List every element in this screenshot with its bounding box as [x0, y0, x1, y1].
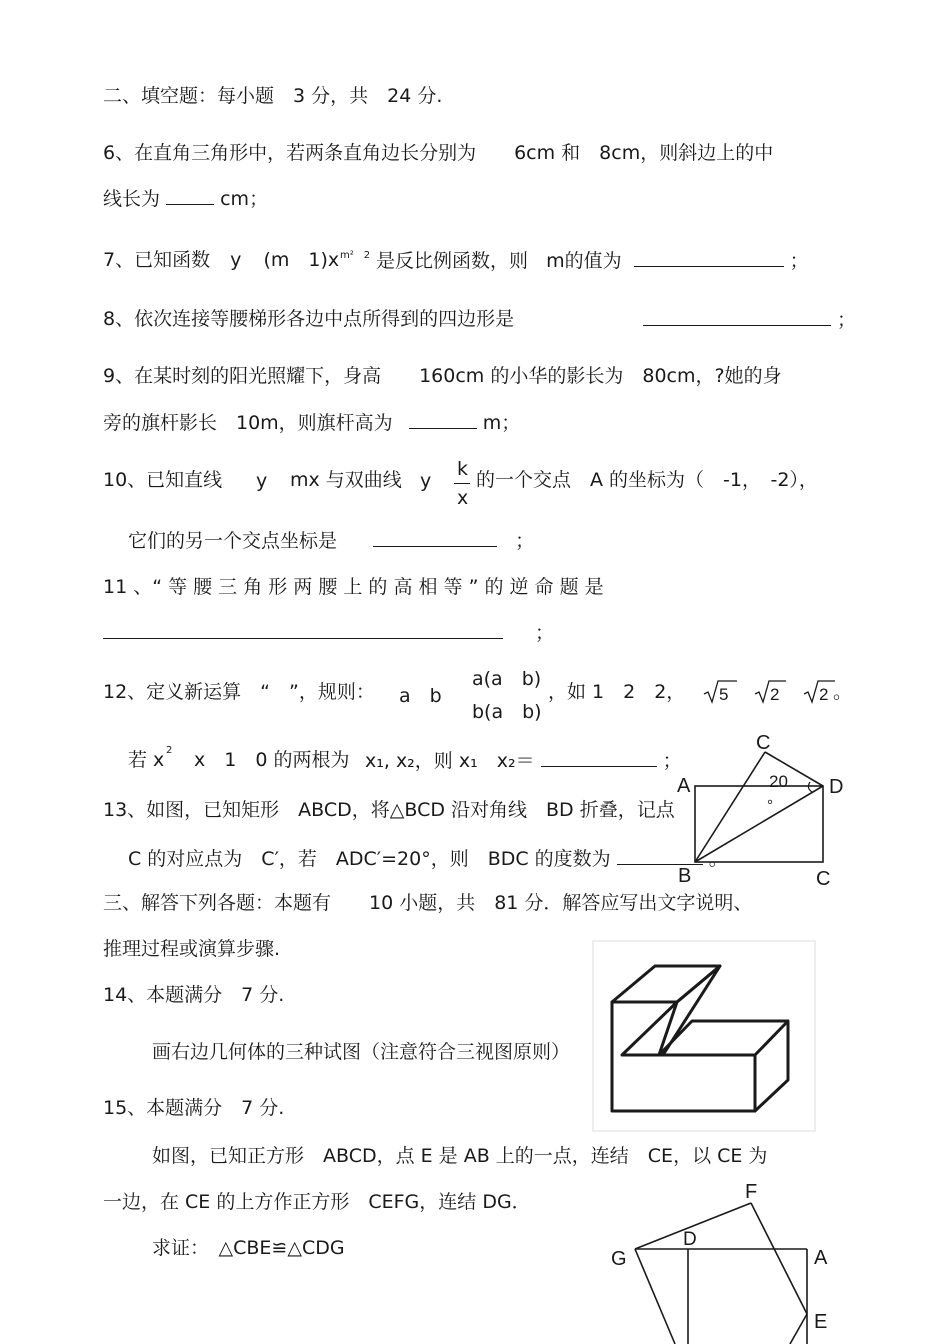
section-3-line1: 三、解答下列各题：本题有 10 小题，共 81 分．解答应写出文字说明、: [103, 892, 753, 914]
q12-period: 。: [833, 681, 853, 703]
q6-line2: [103, 186, 268, 211]
radicand: 2: [819, 685, 829, 704]
label-e: E: [814, 1311, 828, 1333]
label-c-prime: C: [756, 732, 771, 754]
angle-label: 20: [769, 772, 788, 791]
q7-b: 是反比例函数，则: [376, 250, 529, 272]
q8-end: ；: [837, 309, 857, 331]
q10-y2: y: [420, 470, 432, 492]
q10-y1: y: [256, 470, 268, 492]
q13-line2: [128, 846, 728, 871]
q9-line2: [103, 410, 520, 435]
q12-line2a: 若 x: [128, 749, 165, 771]
answer-blank: [541, 748, 657, 767]
q9-line1: 9、在某时刻的阳光照耀下，身高 160cm 的小华的影长为 80cm，?她的身: [103, 365, 782, 387]
q12-roots: x₁, x₂，则 x₁ x₂＝: [365, 750, 535, 772]
q8-text: 8、依次连接等腰梯形各边中点所得到的四边形是: [103, 308, 515, 330]
q10-text-a: 10、已知直线: [103, 469, 223, 491]
label-f: F: [745, 1181, 758, 1203]
q13-end: 。: [708, 848, 728, 870]
q13-text: C 的对应点为 C′，若 ADC′=20°，则 BDC 的度数为: [128, 848, 611, 870]
q15-square-figure: [605, 1176, 845, 1344]
answer-blank: [643, 307, 831, 326]
q15-title: 15、本题满分 7 分.: [103, 1097, 285, 1119]
q12-case-bot: b(a b): [472, 701, 542, 723]
q7-end: ；: [789, 250, 809, 272]
label-d: D: [829, 776, 844, 798]
answer-blank: [166, 186, 214, 205]
sqrt-2: [803, 678, 837, 706]
sqrt-5: [703, 678, 739, 706]
q11-end: ；: [535, 622, 555, 644]
q13-line1: 13、如图，已知矩形 ABCD，将△BCD 沿对角线 BD 折叠，记点: [103, 799, 675, 821]
q10-mx: mx 与双曲线: [290, 469, 402, 491]
q7-m1: (m 1)x: [263, 249, 340, 271]
q14-title: 14、本题满分 7 分.: [103, 984, 285, 1006]
answer-blank: [409, 410, 477, 429]
degree-mark: °: [767, 797, 773, 814]
q6-line1: 6、在直角三角形中，若两条直角边长分别为 6cm 和 8cm，则斜边上的中: [103, 142, 774, 164]
q12-line2c: [365, 748, 682, 773]
q12-text-a: 12、定义新运算 “ ”，规则：: [103, 681, 375, 703]
radicand: 5: [719, 685, 729, 704]
q12-end: ；: [662, 750, 682, 772]
label-d: D: [683, 1229, 697, 1250]
q10-line2: [128, 528, 534, 553]
q7-y: y: [230, 249, 242, 271]
answer-blank: [634, 248, 784, 267]
q15-line1: 如图，已知正方形 ABCD，点 E 是 AB 上的一点，连结 CE，以 CE 为: [152, 1145, 768, 1167]
q11-line1: 11 、“ 等 腰 三 角 形 两 腰 上 的 高 相 等 ” 的 逆 命 题 是: [103, 576, 604, 598]
q12-ab: a b: [399, 685, 442, 707]
label-a: A: [677, 775, 691, 797]
label-c: C: [816, 868, 831, 890]
q12-line2b: x 1 0 的两根为: [194, 749, 350, 771]
section-2-heading: 二、填空题：每小题 3 分，共 24 分.: [103, 85, 443, 107]
q15-line2: 一边，在 CE 的上方作正方形 CEFG，连结 DG．: [103, 1191, 531, 1213]
q6-text: 线长为: [103, 188, 161, 210]
q10-k: k: [457, 458, 469, 480]
q13-fold-figure: [672, 730, 842, 890]
q7-c: m的值为: [546, 250, 622, 272]
q12-square: 2: [166, 745, 173, 756]
q10-text-b: 的一个交点 A 的坐标为（ -1， -2），: [476, 469, 818, 491]
q15-proof: 求证： △CBE≌△CDG: [152, 1237, 345, 1259]
label-b: B: [678, 865, 692, 887]
fraction-bar: [454, 483, 470, 484]
label-g: G: [611, 1248, 627, 1270]
q7-text-b: [376, 248, 809, 273]
q6-unit: cm；: [220, 188, 269, 210]
q10-end: ；: [515, 530, 535, 552]
q7-exponent: m² 2: [340, 250, 371, 261]
q12-case-top: a(a b): [472, 668, 542, 690]
q7-text: 7、已知函数: [103, 249, 211, 271]
q14-solid-figure: [592, 940, 816, 1132]
q14-body: 画右边几何体的三种试图（注意符合三视图原则）: [152, 1041, 571, 1063]
q12-text-b: ，如 1 2 2，: [548, 681, 686, 703]
label-a: A: [814, 1247, 828, 1269]
section-3-line2: 推理过程或演算步骤.: [103, 938, 281, 960]
q7-line: [103, 248, 339, 272]
sqrt-2: [754, 678, 788, 706]
q9-text: 旁的旗杆影长 10m，则旗杆高为: [103, 412, 393, 434]
q10-x: x: [457, 487, 469, 509]
q9-unit: m；: [482, 412, 521, 434]
q11-line2: [103, 620, 554, 645]
answer-blank: [103, 620, 503, 639]
q10-text-c: 它们的另一个交点坐标是: [128, 530, 338, 552]
answer-blank: [373, 528, 497, 547]
q8-answer: [643, 307, 856, 332]
radicand: 2: [770, 685, 780, 704]
